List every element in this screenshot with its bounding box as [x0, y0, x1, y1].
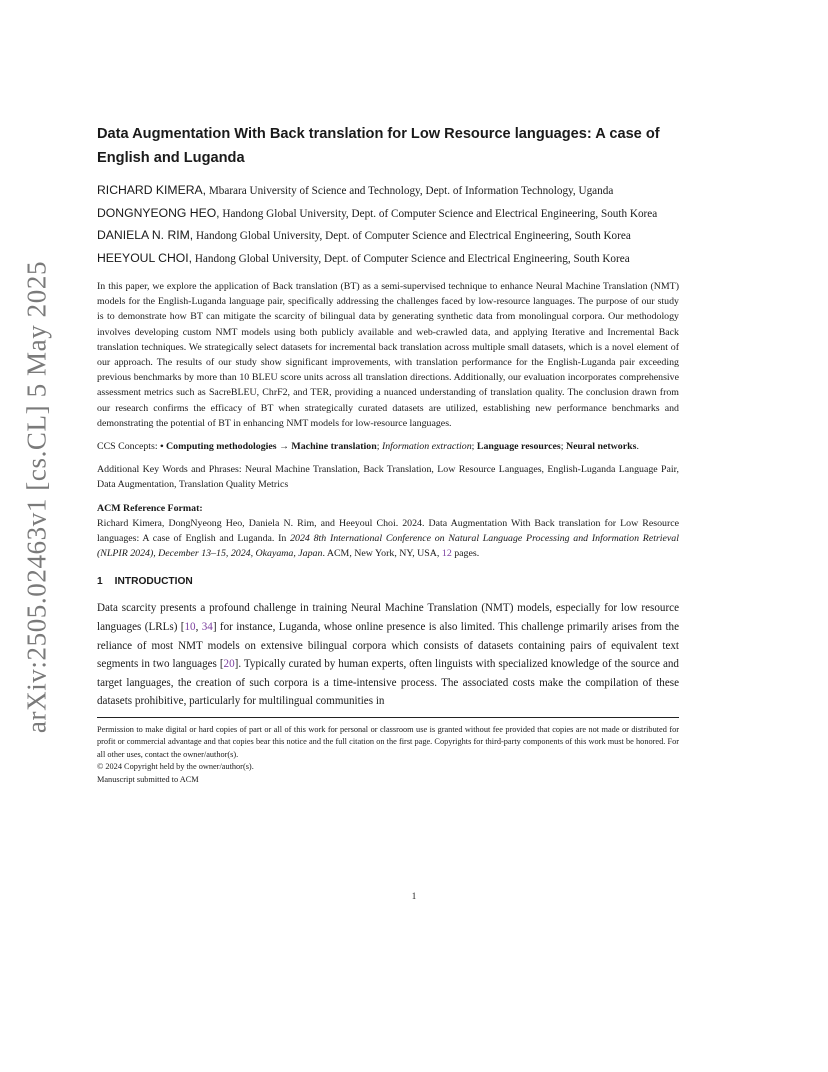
permission-notice: Permission to make digital or hard copies of part or all of this work for personal or classroom use is granted without fee provided that copies are not made or distributed for profit or commercial advantage and that copies bear this notice and the full citation on the first page. Copyrights for third-party components of this work must be honored. For all other uses, contact the owner/author(s).	[97, 725, 679, 759]
keywords: Additional Key Words and Phrases: Neural Machine Translation, Back Translation, Low Resource Languages, English-Luganda Language Pair, Data Augmentation, Translation Quality Metrics	[97, 464, 679, 491]
author-name: DANIELA N. RIM,	[97, 228, 194, 242]
ccs-end: .	[636, 441, 639, 453]
body-text: ]. Typically curated by human experts, often linguists with specialized knowledge of the source and target languages, the creation of such corpora is a time-intensive process. The associated costs make the compilation of these datasets prohibitive, particularly for multilingual communities in	[97, 658, 679, 708]
author-affiliation: Handong Global University, Dept. of Computer Science and Electrical Engineering, South Korea	[195, 230, 631, 242]
body-text: ] for instance, Luganda, whose online presence is also limited. This challenge primarily arises from the reliance of most NMT models on extensive bilingual corpora which consists of datasets containing pairs of equivalent text segments in two languages [	[97, 621, 680, 671]
ccs-arrow: →	[276, 441, 292, 453]
author-affiliation: Handong Global University, Dept. of Computer Science and Electrical Engineering, South Korea	[222, 207, 658, 220]
ccs-concept: Machine translation	[291, 441, 377, 453]
section-title: INTRODUCTION	[114, 576, 193, 588]
manuscript-notice: Manuscript submitted to ACM	[97, 774, 199, 784]
citation-link[interactable]: 34	[201, 621, 213, 634]
ccs-separator: ;	[471, 441, 477, 453]
acm-reference-text: Richard Kimera, DongNyeong Heo, Daniela N. Rim, and Heeyoul Choi. 2024. Data Augmentation With Back translation for Low Resource languages: A case of English and Luganda. In	[97, 517, 679, 545]
arxiv-identifier	[12, 262, 62, 732]
footnote-divider	[97, 717, 679, 718]
ccs-concept: Neural networks	[565, 441, 637, 453]
page-count-link[interactable]: 12	[441, 548, 452, 560]
copyright-notice: © 2024 Copyright held by the owner/author(s).	[97, 762, 254, 772]
author-entry	[97, 225, 679, 248]
author-entry	[97, 203, 679, 226]
body-text: Data scarcity presents a profound challenge in training Neural Machine Translation (NMT) models, especially for low resource languages (LRLs) [	[97, 602, 679, 634]
ccs-concepts	[97, 439, 679, 454]
citation-link[interactable]: 20	[223, 658, 235, 671]
author-entry	[97, 248, 679, 271]
ccs-bullet: •	[160, 441, 167, 453]
section-heading	[97, 575, 679, 589]
section-number: 1	[97, 576, 103, 588]
acm-reference	[97, 516, 679, 562]
paper-title: Data Augmentation With Back translation for Low Resource languages: A case of English and Luganda	[97, 126, 660, 166]
ccs-concept: Computing methodologies	[166, 441, 277, 453]
author-name: RICHARD KIMERA,	[97, 183, 207, 197]
acm-reference-venue: 2024 8th International Conference on Natural Language Processing and Information Retrieval (NLPIR 2024), December 13–15, 2024, Okayama, Japan	[97, 533, 679, 560]
body-text: ,	[195, 621, 202, 634]
author-affiliation: Handong Global University, Dept. of Computer Science and Electrical Engineering, South Korea	[194, 252, 630, 265]
abstract: In this paper, we explore the application of Back translation (BT) as a semi-supervised technique to enhance Neural Machine Translation (NMT) models for the English-Luganda language pair, specifically addressing the challenges faced by low-resource languages. The purpose of our study is to demonstrate how BT can mitigate the scarcity of bilingual data by generating synthetic data from monolingual corpora. Our methodology involves developing custom NMT models using both publicly available and web-crawled data, and applying Iterative and Incremental Back translation techniques. We strategically select datasets for incremental back translation across multiple small datasets, which is a novel element of our approach. The results of our study show significant improvements, with translation performance for the English-Luganda pair exceeding previous benchmarks by more than 10 BLEU score units across all translation directions. Additionally, our evaluation incorporates comprehensive assessment metrics such as SacreBLEU, ChrF2, and TER, providing a nuanced understanding of translation quality. The conclusion drawn from our research confirms the efficacy of BT when strategically curated datasets are utilized, establishing new performance benchmarks and demonstrating the potential of BT in enhancing NMT models for low-resource languages.	[97, 281, 679, 429]
ccs-concept: Information extraction	[381, 441, 472, 453]
paper-page	[97, 122, 679, 786]
acm-reference-text: pages.	[451, 548, 480, 560]
author-name: HEEYOUL CHOI,	[97, 250, 193, 265]
author-affiliation: Mbarara University of Science and Technology, Dept. of Information Technology, Uganda	[208, 185, 614, 197]
ccs-concept: Language resources	[476, 441, 561, 453]
author-entry	[97, 180, 679, 203]
author-list	[97, 180, 679, 270]
acm-reference-text: . ACM, New York, NY, USA,	[322, 548, 442, 560]
author-name: DONGNYEONG HEO,	[97, 205, 220, 220]
citation-link[interactable]: 10	[184, 621, 196, 634]
ccs-prefix: CCS Concepts:	[97, 441, 161, 453]
ccs-separator: ;	[376, 441, 382, 453]
acm-reference-heading: ACM Reference Format:	[97, 502, 203, 514]
ccs-separator: ;	[560, 441, 566, 453]
introduction-paragraph	[97, 599, 679, 711]
arxiv-identifier-text: arXiv:2505.02463v1 [cs.CL] 5 May 2025	[21, 260, 52, 734]
page-number: 1	[411, 891, 417, 901]
